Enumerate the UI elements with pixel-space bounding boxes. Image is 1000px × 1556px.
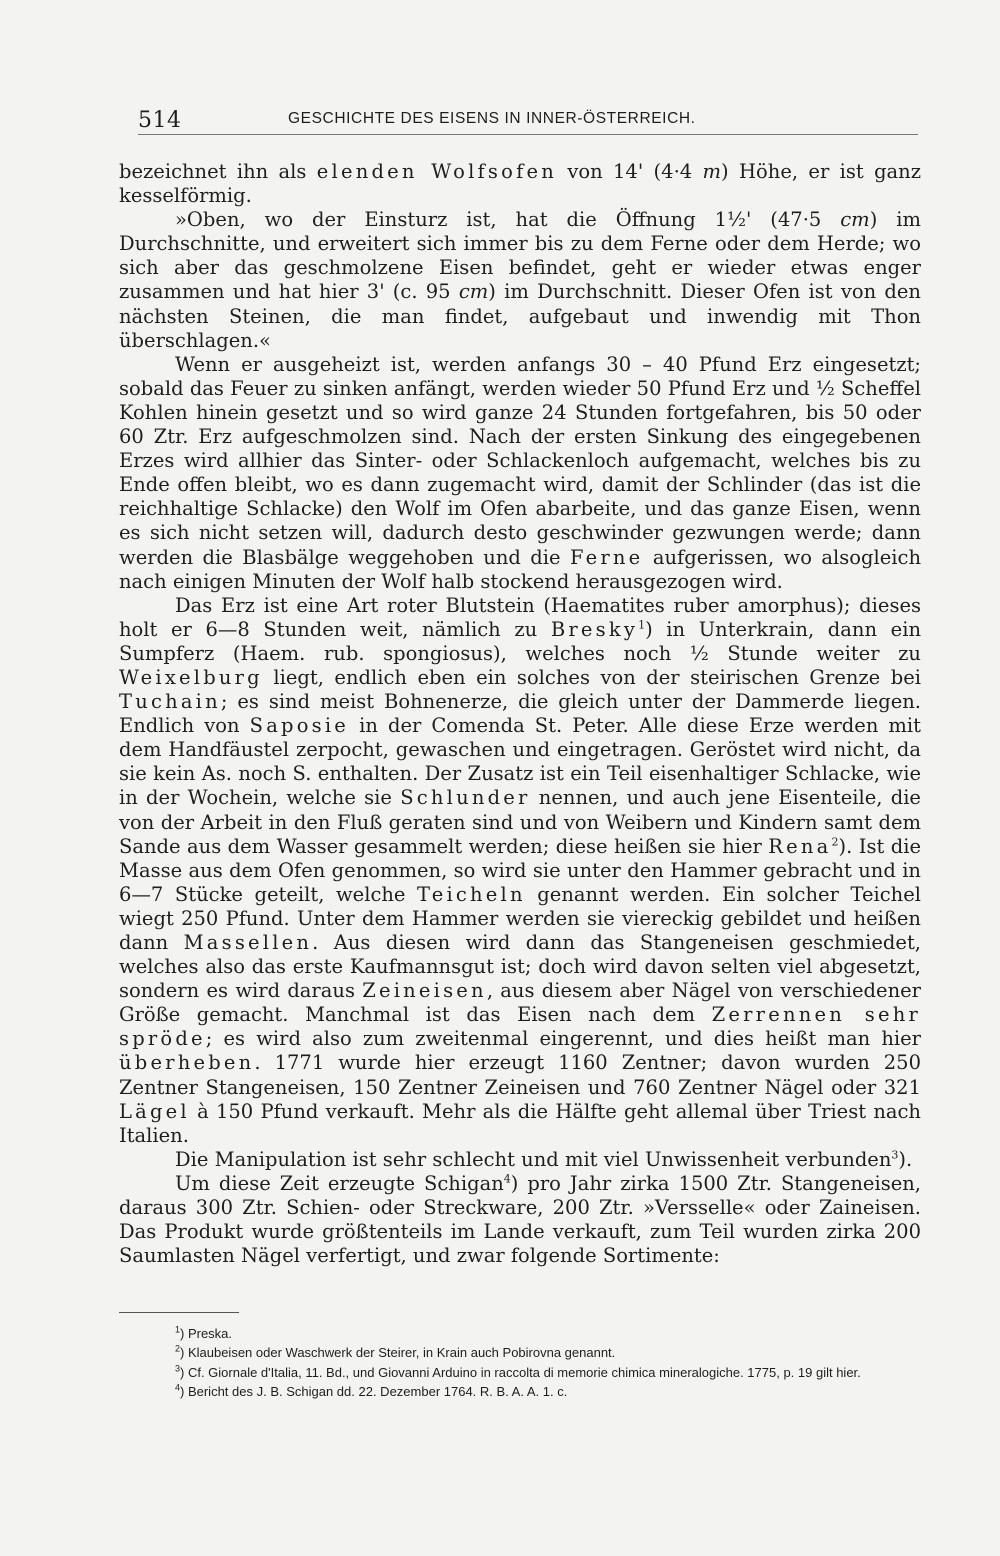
footnotes: [119, 1324, 921, 1401]
footnote-4: $^4$) Bericht des J. B. Schigan dd. 22. Dezember 1764. R. B. A. A. 1. c.: [175, 1382, 568, 1399]
footnote-ref-1: 1: [638, 618, 646, 632]
paragraph-6: Um diese Zeit erzeugte Schigan$^4$) pro Jahr zirka 1500 Ztr. Stangeneisen, daraus 300 Ztr. Schien- oder Streckware, 200 Ztr. »Versselle« oder Zaineisen. Das Produkt wurde größtenteils im Lande verkauft, zum Teil wurden zirka 200 Saumlasten Nägel verfertigt, und zwar folgende Sortimente:: [119, 1171, 921, 1268]
footnote-ref-2: 2: [831, 835, 839, 849]
footnote-ref-3: 3: [891, 1148, 899, 1162]
paragraph-4: Das Erz ist eine Art roter Blutstein (Haematites ruber amorphus); dieses holt er 6—8 Stunden weit, nämlich zu Bresky$^1$) in Unterkrain, dann ein Sumpferz (Haem. rub. spongiosus), welches noch ½ Stunde weiter zu Weixelburg liegt, endlich eben ein solches von der steirischen Grenze bei Tuchain; es sind meist Bohnenerze, die gleich unter der Dammerde liegen. Endlich von Saposie in der Comenda St. Peter. Alle diese Erze werden mit dem Handfäustel zerpocht, gewaschen und eingetragen. Geröstet wird nicht, da sie kein As. noch S. enthalten. Der Zusatz ist ein Teil eisenhaltiger Schlacke, wie in der Wochein, welche sie Schlunder nennen, und auch jene Eisenteile, die von der Arbeit in den Fluß geraten sind und von Weibern und Kindern samt dem Sande aus dem Wasser gesammelt werden; diese heißen sie hier Rena$^2$). Ist die Masse aus dem Ofen genommen, so wird sie unter den Hammer gebracht und in 6—7 Stücke geteilt, welche Teicheln genannt werden. Ein solcher Teichel wiegt 250 Pfund. Unter dem Hammer werden sie viereckig gebildet und heißen dann Massellen. Aus diesen wird dann das Stangeneisen geschmiedet, welches also das erste Kaufmannsgut ist; doch wird davon selten viel abgesetzt, sondern es wird daraus Zeineisen, aus diesem aber Nägel von verschiedener Größe gemacht. Manchmal ist das Eisen nach dem Zerrennen sehr spröde; es wird also zum zweitenmal eingerennt, und dies heißt man hier überheben. 1771 wurde hier erzeugt 1160 Zentner; davon wurden 250 Zentner Stangeneisen, 150 Zentner Zeineisen und 760 Zentner Nägel oder 321 Lägel à 150 Pfund verkauft. Mehr als die Hälfte geht allemal über Triest nach Italien.: [119, 593, 921, 1147]
paragraph-3: Wenn er ausgeheizt ist, werden anfangs 30 – 40 Pfund Erz eingesetzt; sobald das Feuer zu sinken anfängt, werden wieder 50 Pfund Erz und ½ Scheffel Kohlen hinein gesetzt und so wird ganze 24 Stunden fortgefahren, bis 50 oder 60 Ztr. Erz aufgeschmolzen sind. Nach der ersten Sinkung des eingegebenen Erzes wird allhier das Sinter- oder Schlackenloch aufgemacht, welches bis zu Ende offen bleibt, wo es dann zugemacht wird, damit der Schlinder (das ist die reichhaltige Schlacke) den Wolf im Ofen abarbeite, und das ganze Eisen, wenn es sich nicht setzen will, dadurch desto geschwinder gezwungen werde; dann werden die Blasbälge weggehoben und die Ferne aufgerissen, wo alsogleich nach einigen Minuten der Wolf halb stockend herausgezogen wird.: [119, 352, 921, 593]
paragraph-1: bezeichnet ihn als elenden Wolfsofen von 14' (4·4 m) Höhe, er ist ganz kesselförmig.: [119, 160, 922, 208]
footnote-1: $^1$) Preska.: [175, 1324, 233, 1341]
main-text: [119, 160, 921, 1268]
paragraph-2: »Oben, wo der Einsturz ist, hat die Öffnung 1½' (47·5 cm) im Durchschnitte, und erweitert sich immer bis zu dem Ferne oder dem Herde; wo sich aber das geschmolzene Eisen befindet, geht er wieder etwas enger zusammen und hat hier 3' (c. 95 cm) im Durchschnitt. Dieser Ofen ist von den nächsten Steinen, die man findet, aufgebaut und inwendig mit Thon überschlagen.«: [119, 208, 921, 352]
page-header: [138, 104, 918, 135]
running-title: GESCHICHTE DES EISENS IN INNER-ÖSTERREICH.: [288, 110, 696, 127]
footnote-2: $^2$) Klaubeisen oder Waschwerk der Steirer, in Krain auch Pobirovna genannt.: [175, 1343, 616, 1361]
footnote-ref-4: 4: [503, 1172, 511, 1186]
footnote-3: $^3$) Cf. Giornale d'Italia, 11. Bd., und Giovanni Arduino in raccolta di memorie chimica mineralogiche. 1775, p. 19 gilt hier.: [175, 1363, 861, 1380]
footnote-divider: [119, 1312, 239, 1313]
page-number: 514: [138, 108, 182, 133]
paragraph-5: Die Manipulation ist sehr schlecht und mit viel Unwissenheit verbunden$^3$).: [175, 1147, 913, 1171]
